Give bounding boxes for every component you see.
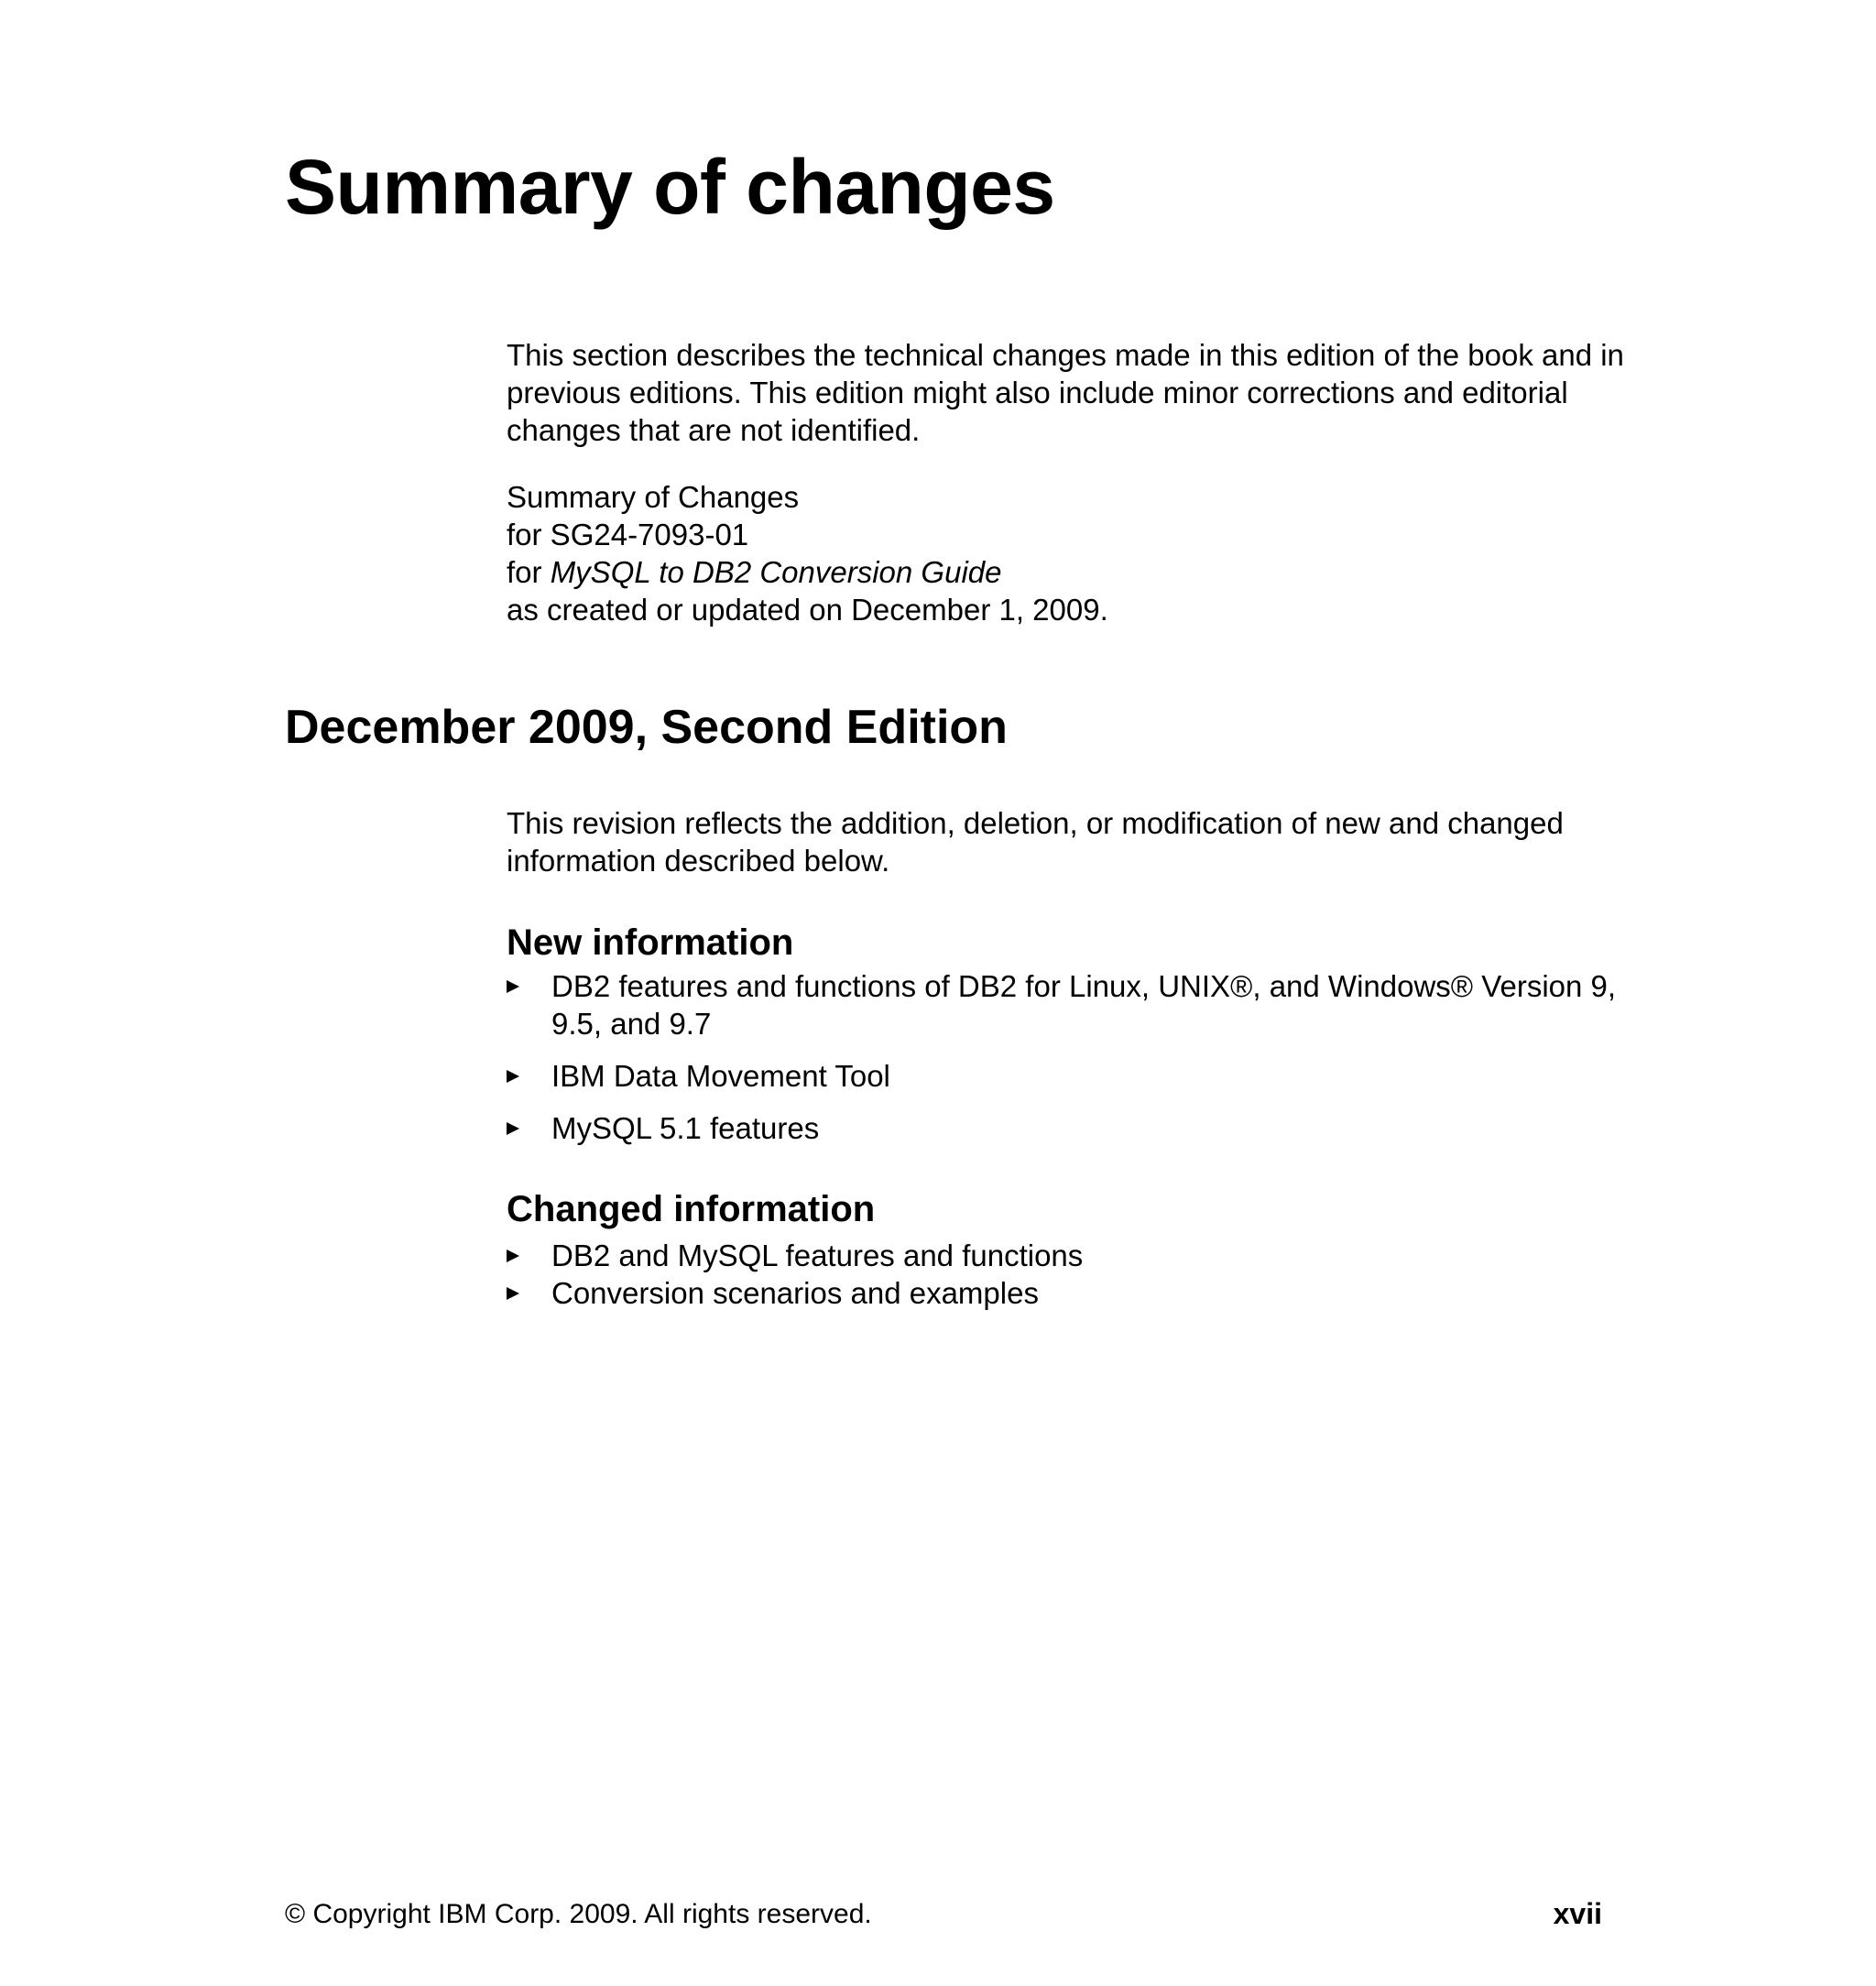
edition-heading: December 2009, Second Edition — [285, 701, 1008, 754]
list-item-text: DB2 features and functions of DB2 for Linux, UNIX®, and Windows® Version 9, 9.5, and 9.7 — [551, 969, 1617, 1041]
new-information-heading: New information — [507, 922, 794, 963]
summary-line-3-prefix: for — [507, 555, 551, 589]
new-information-list — [507, 967, 1624, 1162]
list-item-text: MySQL 5.1 features — [551, 1111, 820, 1145]
bullet-triangle-icon — [507, 1287, 519, 1300]
changed-information-heading: Changed information — [507, 1189, 876, 1229]
intro-paragraph: This section describes the technical changes made in this edition of the book and in previous editions. This edition might also include minor corrections and editorial changes that are not identified. — [507, 338, 1624, 447]
list-item-text: Conversion scenarios and examples — [551, 1276, 1039, 1310]
summary-line-3 — [507, 553, 1624, 591]
bullet-triangle-icon — [507, 1070, 519, 1083]
list-item — [507, 1109, 1624, 1147]
bullet-triangle-icon — [507, 980, 519, 993]
summary-line-1: Summary of Changes — [507, 480, 800, 514]
summary-block — [507, 478, 1624, 628]
list-item — [507, 967, 1624, 1042]
list-item — [507, 1237, 1624, 1274]
bullet-triangle-icon — [507, 1249, 519, 1262]
page-title: Summary of changes — [285, 144, 1055, 230]
book-title: MySQL to DB2 Conversion Guide — [550, 555, 1002, 589]
changed-information-list — [507, 1237, 1624, 1312]
page-number: xvii — [1553, 1897, 1602, 1930]
revision-paragraph: This revision reflects the addition, deletion, or modification of new and changed information described below. — [507, 806, 1564, 878]
summary-line-2: for SG24-7093-01 — [507, 518, 749, 551]
footer-copyright: © Copyright IBM Corp. 2009. All rights reserved. — [285, 1899, 872, 1929]
list-item — [507, 1057, 1624, 1095]
list-item-text: IBM Data Movement Tool — [551, 1059, 890, 1093]
list-item — [507, 1274, 1624, 1312]
list-item-text: DB2 and MySQL features and functions — [551, 1239, 1084, 1272]
summary-line-4: as created or updated on December 1, 2009. — [507, 593, 1108, 627]
bullet-triangle-icon — [507, 1122, 519, 1135]
